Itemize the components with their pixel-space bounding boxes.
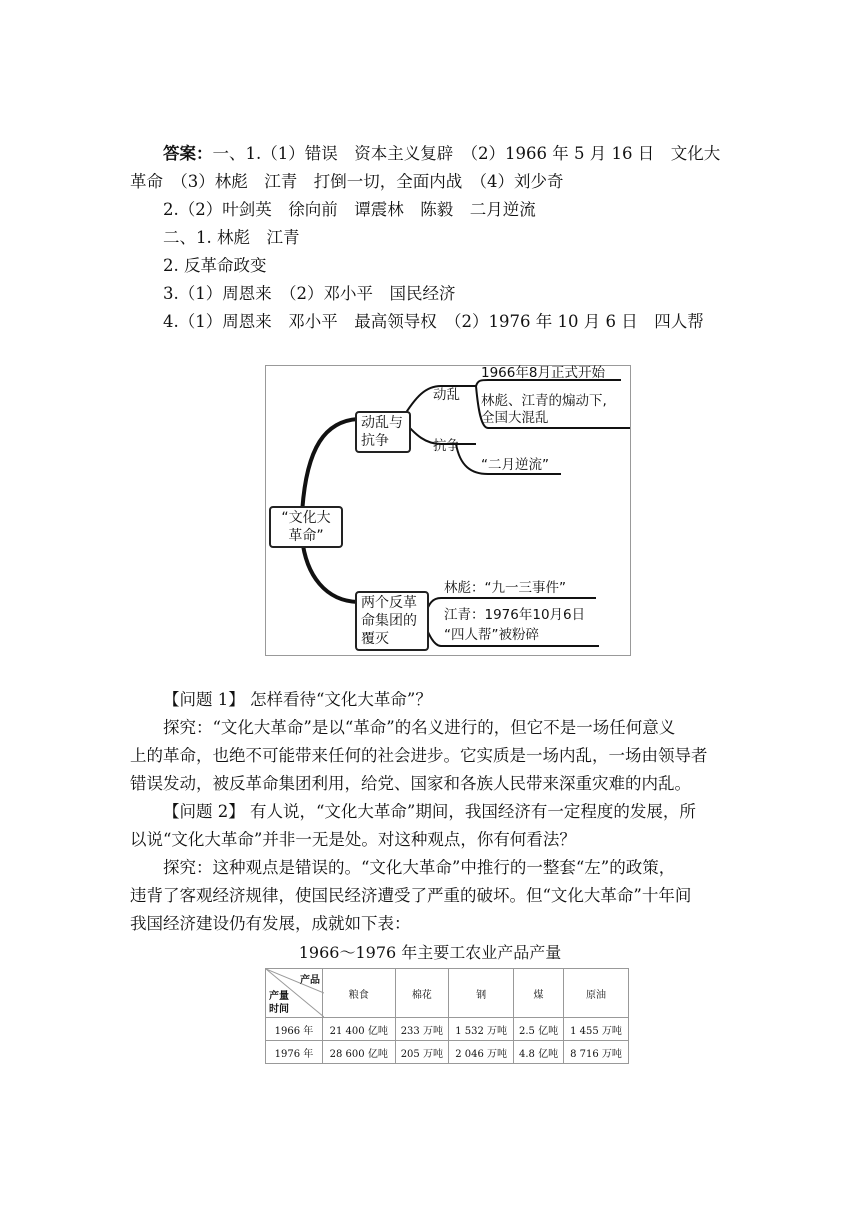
row-year: 1966 年 [266,1018,323,1041]
label-resistance: 抗争 [433,438,460,454]
branch-downfall-line-1: 两个反革 [361,595,417,611]
branch-turmoil-line-2: 抗争 [361,433,389,449]
label-turmoil: 动乱 [433,387,460,403]
answer-line-3: 2.（2）叶剑英 徐向前 谭震林 陈毅 二月逆流 [163,200,536,219]
answer-label: 答案： [163,144,213,163]
row-year: 1976 年 [266,1041,323,1064]
downfall-item-lin-biao: 林彪：“九一三事件” [444,580,566,596]
answer-line-7: 4.（1）周恩来 邓小平 最高领导权 （2）1976 年 10 月 6 日 四人帮 [163,312,704,331]
answer-line-1-text: 一、1.（1）错误 资本主义复辟 （2）1966 年 5 月 16 日 文化大 [212,144,721,163]
column-header-grain: 粮食 [323,969,396,1018]
answer-line-2: 革命 （3）林彪 江青 打倒一切，全面内战 （4）刘少奇 [130,172,564,191]
column-header-steel: 钢 [449,969,514,1018]
question-2-line-1: 【问题 2】 有人说，“文化大革命”期间，我国经济有一定程度的发展，所 [163,802,696,821]
root-node [269,506,343,548]
production-table [265,968,629,1064]
column-header-cotton: 棉花 [395,969,449,1018]
table-row [266,1041,629,1064]
answer-line-5: 2. 反革命政变 [163,256,267,275]
corner-output-label: 产量 [269,991,289,1002]
corner-product-label: 产品 [300,975,320,986]
downfall-item-jiang-qing-line-2: “四人帮”被粉碎 [444,627,539,643]
table-row [266,1018,629,1041]
table-cell: 2 046 万吨 [449,1041,514,1064]
question-1-answer-line-1: 探究：“文化大革命”是以“革命”的名义进行的，但它不是一场任何意义 [163,718,676,737]
table-title: 1966～1976 年主要工农业产品产量 [298,943,562,962]
branch-downfall-line-3: 覆灭 [361,631,389,647]
resistance-item-february-countercurrent: “二月逆流” [481,457,549,473]
table-cell: 21 400 亿吨 [323,1018,396,1041]
table-cell: 8 716 万吨 [564,1041,629,1064]
branch-downfall-line-2: 命集团的 [361,613,417,629]
answer-line-4: 二、1. 林彪 江青 [163,228,300,247]
root-node-line-2: 革命” [288,528,324,544]
turmoil-item-start: 1966年8月正式开始 [481,365,605,381]
table-cell: 205 万吨 [395,1041,449,1064]
corner-time-label: 时间 [269,1004,289,1015]
mindmap-diagram [265,365,631,656]
branch-downfall-node [355,591,429,651]
table-cell: 233 万吨 [395,1018,449,1041]
turmoil-item-chaos-line-1: 林彪、江青的煽动下, [481,393,607,409]
question-2-answer-line-3: 我国经济建设仍有发展，成就如下表： [130,914,411,933]
answer-line-1 [163,143,720,165]
downfall-item-jiang-qing-line-1: 江青：1976年10月6日 [444,607,586,623]
turmoil-item-chaos-line-2: 全国大混乱 [481,410,549,426]
question-2-answer-line-1: 探究：这种观点是错误的。“文化大革命”中推行的一整套“左”的政策， [163,858,676,877]
table-header-row [266,969,629,1018]
answer-line-6: 3.（1）周恩来 （2）邓小平 国民经济 [163,284,456,303]
question-1-answer-line-3: 错误发动，被反革命集团利用，给党、国家和各族人民带来深重灾难的内乱。 [130,774,691,793]
question-1-answer-line-2: 上的革命，也绝不可能带来任何的社会进步。它实质是一场内乱，一场由领导者 [130,746,708,765]
table-cell: 1 532 万吨 [449,1018,514,1041]
root-node-line-1: “文化大 [281,510,331,526]
table-cell: 28 600 亿吨 [323,1041,396,1064]
table-cell: 4.8 亿吨 [514,1041,564,1064]
table-cell: 1 455 万吨 [564,1018,629,1041]
branch-turmoil-node [355,411,411,453]
question-1-title: 【问题 1】 怎样看待“文化大革命”？ [163,690,432,709]
table-cell: 2.5 亿吨 [514,1018,564,1041]
table-corner-cell [266,969,323,1018]
question-2-answer-line-2: 违背了客观经济规律，使国民经济遭受了严重的破坏。但“文化大革命”十年间 [130,886,692,905]
column-header-coal: 煤 [514,969,564,1018]
column-header-crude-oil: 原油 [564,969,629,1018]
branch-turmoil-line-1: 动乱与 [361,415,403,431]
question-2-line-2: 以说“文化大革命”并非一无是处。对这种观点，你有何看法？ [130,830,576,849]
